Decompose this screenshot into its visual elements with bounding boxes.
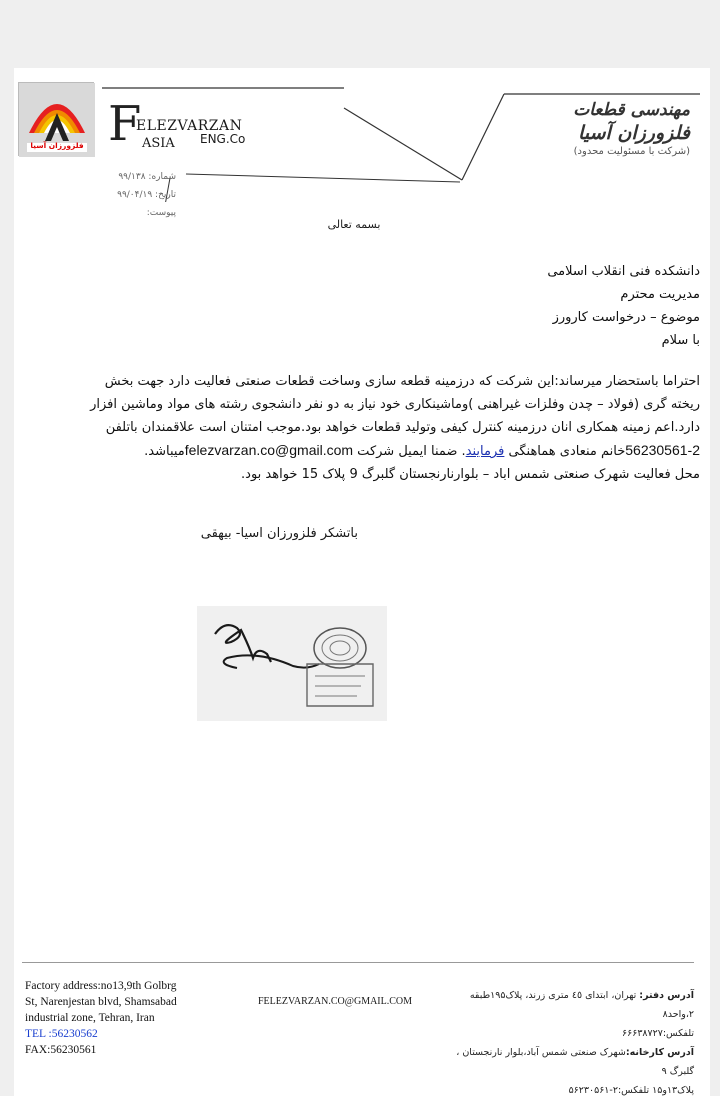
body-link[interactable]: فرمایند <box>465 444 505 459</box>
brand-fa-line2: فلزورزان آسیا <box>578 122 690 144</box>
signoff: باتشکر فلزورزان اسیا- بیهقی <box>200 526 358 541</box>
signature-icon <box>197 606 387 721</box>
footer-en-line: industrial zone, Tehran, Iran <box>25 1012 155 1024</box>
body-line: احتراما باستحضار میرساند:این شرکت که درزمینه قطعه سازی وساخت قطعات صنعتی فعالیت دارد جهت بخش <box>104 374 700 389</box>
greeting: با سلام <box>661 333 700 348</box>
logo-caption: فلزورزان آسیا <box>30 141 84 150</box>
signature-stamp-image <box>197 606 387 721</box>
body-line: محل فعالیت شهرک صنعتی شمس اباد – بلوارنارنجستان گلبرگ 9 پلاک 15 خواهد بود. <box>241 467 700 482</box>
footer-factory-2: پلاک۱۳و۱۵ تلفکس:۲-۵۶۲۳۰۵۶۱ <box>568 1085 694 1096</box>
footer-en-line: Factory address:no13,9th Golbrg <box>25 980 177 992</box>
brand-name-line2: ASIA <box>142 136 175 151</box>
body-text: خانم منعادی هماهنگی <box>504 444 626 459</box>
footer-office <box>444 986 694 1024</box>
footer-en-line: St, Narenjestan blvd, Shamsabad <box>25 996 177 1008</box>
footer-factory-address: شهرک صنعتی شمس آباد،بلوار نارنجستان ، گلبرگ ۹ <box>456 1047 694 1077</box>
body-text: میباشد. <box>144 444 185 459</box>
brand-suffix: ENG.Co <box>200 132 246 146</box>
brand-fa-line1: مهندسی قطعات <box>573 100 690 120</box>
brand-fa-line3: (شرکت با مسئولیت محدود) <box>573 146 690 157</box>
recipient: دانشکده فنی انقلاب اسلامی <box>547 264 700 279</box>
letter-page <box>14 68 710 1096</box>
brand-persian <box>520 100 690 157</box>
footer-fax: FAX:56230561 <box>25 1044 97 1056</box>
body-line-contact <box>70 439 700 463</box>
subject: موضوع – درخواست کارورز <box>552 310 700 325</box>
footer-office-address: تهران، ابتدای ٤٥ متری زرند، پلاک۱۹۵طبقه ۲،واحد۸ <box>469 990 694 1020</box>
bismillah: بسمه تعالی <box>327 218 381 231</box>
footer-office-fax: تلفکس:۶۶۶۳۸۷۲۷ <box>622 1028 694 1039</box>
recipient-block <box>300 260 700 352</box>
footer-persian <box>444 986 694 1096</box>
body-line: ریخته گری (فولاد – چدن وفلزات غیراهنی )وماشینکاری خود نیاز به دو نفر دانشجوی رشته های مواد وماشین افزار <box>90 397 700 412</box>
letter-date: تاریخ: ۹۹/۰۴/۱۹ <box>117 190 176 200</box>
body-line: دارد.اعم زمینه همکاری انان درزمینه کنترل کیفی وتولید قطعات خواهد بود.موجب امتنان است علاقمندان باتلفن <box>105 420 700 435</box>
footer-divider <box>22 962 694 963</box>
brand-name-line1: ELEZVARZAN <box>136 118 243 134</box>
letter-body <box>70 370 700 486</box>
footer-tel[interactable]: TEL :56230562 <box>25 1028 98 1040</box>
footer-email[interactable]: FELEZVARZAN.CO@GMAIL.COM <box>258 996 413 1007</box>
footer-office-label: آدرس دفتر: <box>639 990 694 1001</box>
body-text: . ضمنا ایمیل شرکت <box>353 444 466 459</box>
letter-attachment: پیوست: <box>146 208 176 218</box>
letter-number: شماره: ۹۹/۱۳۸ <box>118 172 176 182</box>
brand-initial: F <box>108 96 142 152</box>
brand-english <box>108 96 258 160</box>
letter-meta <box>86 168 176 222</box>
footer-factory <box>444 1043 694 1081</box>
recipient-title: مدیریت محترم <box>620 287 700 302</box>
phone-number: 56230561-2 <box>625 442 700 458</box>
company-email[interactable]: felezvarzan.co@gmail.com <box>184 442 354 458</box>
footer-english <box>25 978 195 1058</box>
footer-factory-label: آدرس کارخانه: <box>625 1047 694 1058</box>
